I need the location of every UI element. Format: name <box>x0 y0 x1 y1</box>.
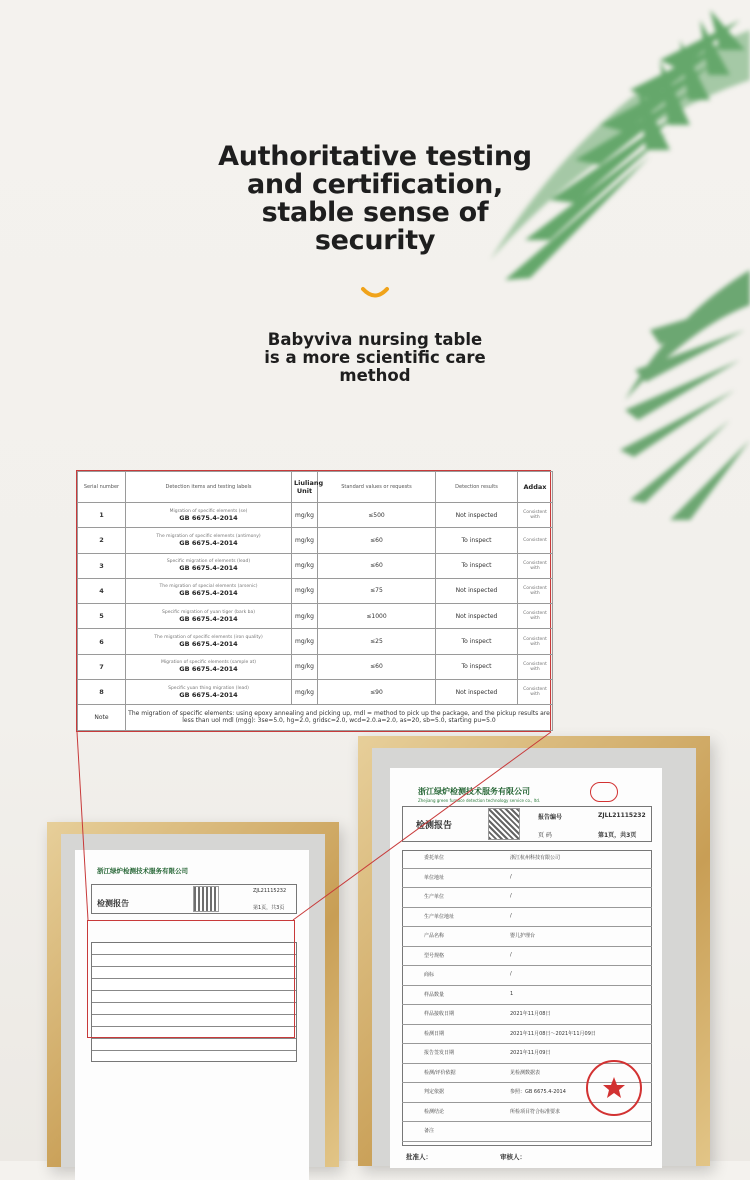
unit: mg/kg <box>292 578 318 603</box>
unit: mg/kg <box>292 503 318 528</box>
detection-item <box>126 679 292 704</box>
standard-value: ≤500 <box>318 503 436 528</box>
field-value: 婴儿护理台 <box>510 933 536 939</box>
standard-value: ≤60 <box>318 528 436 553</box>
standard-value: ≤25 <box>318 629 436 654</box>
detection-item <box>126 553 292 578</box>
field-value: 1 <box>510 990 514 997</box>
detection-item <box>126 528 292 553</box>
detection-result: Not inspected <box>436 578 518 603</box>
detection-item <box>126 503 292 528</box>
detection-result: To inspect <box>436 528 518 553</box>
header-unit-small: Liuliang <box>294 479 324 487</box>
field-value: 所检项目符合标准要求 <box>510 1108 561 1115</box>
standard-ref: GB 6675.4-2014 <box>179 665 238 674</box>
field-value: 2021年11月08日 <box>510 1011 551 1017</box>
right-report-no: ZJLL21115232 <box>598 812 646 819</box>
addax <box>518 679 553 704</box>
field-label: 备注 <box>424 1128 435 1134</box>
note-text: The migration of specific elements: using epoxy annealing and picking up, mdl = method to pick up the package, and the pickup results are less than uol mdl (mgg): 3se=5.0, hg=2.0, gridsc=2.0, wcd=2.0.a=2.0, as=20, sb=5.0, starting pu=5.0 <box>126 705 553 731</box>
standard-value: ≤60 <box>318 553 436 578</box>
field-label: 单位地址 <box>424 874 445 881</box>
addax <box>518 528 553 553</box>
addax <box>518 553 553 578</box>
addax <box>518 604 553 629</box>
subheading-line-1: Babyviva nursing table <box>267 330 483 349</box>
addax <box>518 503 553 528</box>
addax-text: Consistent with <box>523 611 547 622</box>
standard-ref: GB 6675.4-2014 <box>179 589 238 598</box>
standard-value: ≤1000 <box>318 604 436 629</box>
serial-number: 7 <box>78 654 126 679</box>
addax <box>518 578 553 603</box>
item-name: The migration of special elements (arsenic) <box>159 584 258 590</box>
detection-result: Not inspected <box>436 604 518 629</box>
reviewer-label: 审核人： <box>500 1153 526 1161</box>
unit: mg/kg <box>292 553 318 578</box>
unit: mg/kg <box>292 654 318 679</box>
header-addax: Addax <box>518 472 553 503</box>
table-row <box>78 578 553 603</box>
header-serial: Serial number <box>78 472 126 503</box>
field-label: 检测日期 <box>424 1030 445 1037</box>
detection-table <box>77 471 553 731</box>
standard-ref: GB 6675.4-2014 <box>179 538 238 547</box>
field-value: / <box>510 912 512 919</box>
field-label: 报告签发日期 <box>424 1050 455 1056</box>
detection-result: To inspect <box>436 654 518 679</box>
field-value: 参照：GB 6675.4-2014 <box>510 1089 566 1095</box>
note-row <box>78 705 553 731</box>
item-name: Migration of specific elements (se) <box>169 508 248 514</box>
addax-text: Consistent with <box>523 687 547 698</box>
approver-label: 批准人： <box>406 1153 432 1161</box>
item-name: Migration of specific elements (sample at) <box>160 660 256 666</box>
table-row <box>78 553 553 578</box>
field-value: 2021年11月09日 <box>510 1050 551 1056</box>
addax-text: Consistent <box>523 537 547 543</box>
field-label: 产品名称 <box>424 933 445 939</box>
item-name: Specific migration of yuan tiger (bark ba) <box>162 609 255 615</box>
field-label: 检测结论 <box>424 1108 445 1115</box>
field-label: 生产单位 <box>424 894 445 900</box>
table-row <box>78 679 553 704</box>
serial-number: 5 <box>78 604 126 629</box>
field-value: 2021年11月08日～2021年11月09日 <box>510 1030 596 1037</box>
unit: mg/kg <box>292 629 318 654</box>
serial-number: 2 <box>78 528 126 553</box>
note-label: Note <box>78 705 126 731</box>
addax <box>518 629 553 654</box>
field-label: 委托单位 <box>424 855 445 861</box>
field-value: 浙江杭州科技有限公司 <box>510 855 561 861</box>
field-value: 见检测数据表 <box>510 1069 541 1076</box>
heading-line-3: stable sense of <box>261 197 489 228</box>
unit: mg/kg <box>292 679 318 704</box>
addax-text: Consistent with <box>523 560 547 571</box>
standard-ref: GB 6675.4-2014 <box>179 640 238 649</box>
left-report-title: 检测报告 <box>97 899 129 908</box>
right-report-no-label: 报告编号 <box>538 814 563 821</box>
field-label: 判定依据 <box>424 1089 445 1095</box>
detection-item <box>126 604 292 629</box>
serial-number: 4 <box>78 578 126 603</box>
heading-line-1: Authoritative testing <box>218 141 532 172</box>
standard-ref: GB 6675.4-2014 <box>179 614 238 623</box>
unit: mg/kg <box>292 604 318 629</box>
detection-item <box>126 654 292 679</box>
table-row <box>78 654 553 679</box>
header-unit-label: Unit <box>296 487 313 495</box>
field-label: 商标 <box>424 972 435 978</box>
item-name: Specific yuan thing migration (lead) <box>168 685 249 691</box>
standard-ref: GB 6675.4-2014 <box>179 564 238 573</box>
field-label: 生产单位地址 <box>424 913 455 920</box>
detection-item <box>126 629 292 654</box>
right-company-name: 浙江绿炉检测技术服务有限公司 <box>418 787 530 796</box>
subheading-line-3: method <box>339 366 411 385</box>
right-page-value: 第1页，共3页 <box>598 832 637 839</box>
table-row <box>78 629 553 654</box>
field-value: / <box>510 873 512 880</box>
heading-line-2: and certification, <box>247 169 503 200</box>
field-label: 样品接收日期 <box>424 1011 455 1017</box>
table-row <box>78 528 553 553</box>
standard-ref: GB 6675.4-2014 <box>179 690 238 699</box>
standard-value: ≤90 <box>318 679 436 704</box>
table-row <box>78 604 553 629</box>
table-row <box>78 503 553 528</box>
unit: mg/kg <box>292 528 318 553</box>
item-name: The migration of specific elements (iron quality) <box>154 635 263 641</box>
addax-text: Consistent with <box>523 510 547 521</box>
heading-line-4: security <box>314 225 436 256</box>
detection-table-panel <box>76 470 551 732</box>
right-report-title: 检测报告 <box>416 821 453 831</box>
addax-text: Consistent with <box>523 585 547 596</box>
item-name: Specific migration of elements (lead) <box>166 559 251 565</box>
field-value: / <box>510 971 512 977</box>
standard-ref: GB 6675.4-2014 <box>179 513 238 522</box>
table-header-row <box>78 472 553 503</box>
field-label: 型号规格 <box>424 952 445 959</box>
addax <box>518 654 553 679</box>
detection-result: To inspect <box>436 553 518 578</box>
header-item: Detection items and testing labels <box>126 472 292 503</box>
left-page-value: 第1页，共3页 <box>253 905 285 911</box>
item-name: The migration of specific elements (antimony) <box>156 533 261 539</box>
detection-result: Not inspected <box>436 503 518 528</box>
standard-value: ≤60 <box>318 654 436 679</box>
detection-result: Not inspected <box>436 679 518 704</box>
detection-result: To inspect <box>436 629 518 654</box>
header-unit <box>292 472 324 503</box>
serial-number: 3 <box>78 553 126 578</box>
header-standard: Standard values or requests <box>318 472 436 503</box>
detection-item <box>126 578 292 603</box>
serial-number: 1 <box>78 503 126 528</box>
serial-number: 8 <box>78 679 126 704</box>
addax-text: Consistent with <box>523 636 547 647</box>
serial-number: 6 <box>78 629 126 654</box>
field-value: / <box>510 951 512 958</box>
left-report-no: ZJL21115232 <box>253 888 287 894</box>
standard-value: ≤75 <box>318 578 436 603</box>
field-label: 样品数量 <box>424 991 445 998</box>
field-value: / <box>510 893 512 899</box>
left-company-name: 浙江绿炉检测技术服务有限公司 <box>97 867 188 875</box>
right-company-name-en: Zhejiang green furnace detection technology service co., ltd. <box>418 798 541 803</box>
header-result: Detection results <box>436 472 518 503</box>
field-label: 检测/评价依据 <box>424 1069 456 1076</box>
addax-text: Consistent with <box>523 661 547 672</box>
subheading-line-2: is a more scientific care <box>264 348 486 367</box>
right-page-label: 页 码 <box>538 832 552 839</box>
